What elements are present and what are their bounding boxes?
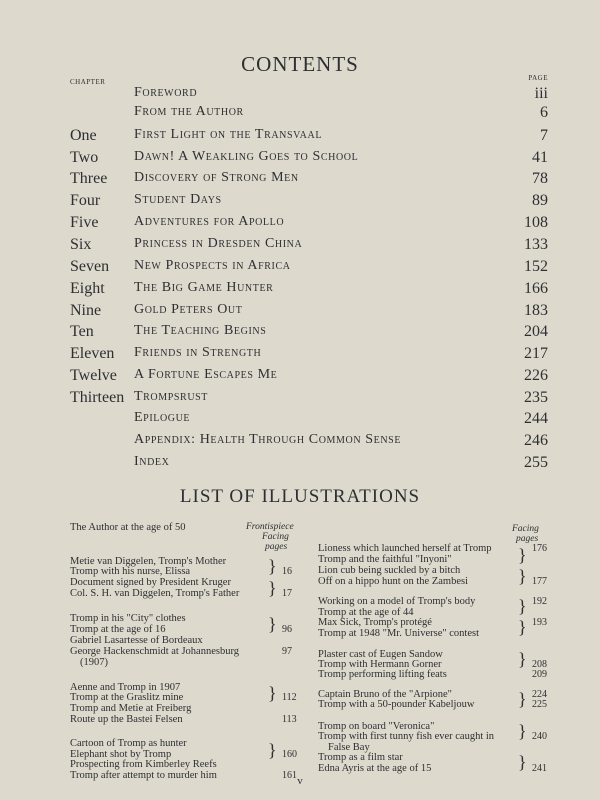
toc-chapter-number: Thirteen — [70, 389, 125, 406]
toc-chapter-number: Six — [70, 236, 92, 253]
illustration-caption: Cartoon of Tromp as hunter — [70, 738, 187, 749]
illustration-caption: Tromp with his nurse, Elissa — [70, 566, 191, 577]
toc-page-number: 89 — [532, 192, 548, 209]
illustration-caption: George Hackenschmidt at Johannesburg — [70, 646, 240, 657]
toc-entry — [0, 236, 600, 258]
toc-chapter-title: Epilogue — [134, 410, 191, 425]
toc-entry — [0, 127, 600, 149]
toc-entry — [0, 149, 600, 171]
illustration-page: 113 — [282, 714, 297, 725]
toc-entry — [0, 367, 600, 389]
brace-mark: } — [518, 566, 527, 586]
illustration-caption: Lioness which launched herself at Tromp — [318, 543, 492, 554]
toc-page-number: 7 — [540, 127, 548, 144]
toc-entry — [0, 410, 600, 432]
illustration-caption: Aenne and Tromp in 1907 — [70, 682, 181, 693]
toc-page-number: 246 — [524, 432, 548, 449]
illustration-page: 176 — [532, 543, 547, 554]
illustration-caption: False Bay — [328, 742, 370, 753]
pages-label-left: pages — [265, 542, 288, 552]
toc-page-number: 255 — [524, 454, 548, 471]
toc-entry — [0, 258, 600, 280]
brace-mark: } — [518, 545, 527, 565]
facing-label-right: Facing — [512, 524, 539, 534]
pages-label-right: pages — [516, 534, 539, 544]
toc-page-number: 217 — [524, 345, 548, 362]
toc-entry — [0, 280, 600, 302]
toc-chapter-title: First Light on the Transvaal — [134, 127, 323, 142]
toc-chapter-title: A Fortune Escapes Me — [134, 367, 278, 382]
toc-page-number: 235 — [524, 389, 548, 406]
toc-chapter-number: Four — [70, 192, 101, 209]
page-folio: v — [297, 775, 303, 787]
illustration-caption: Tromp as a film star — [318, 752, 403, 763]
toc-page-number: 226 — [524, 367, 548, 384]
illustration-page: 240 — [532, 731, 547, 742]
illustration-page: 209 — [532, 669, 547, 680]
illustration-caption: Elephant shot by Tromp — [70, 749, 172, 760]
toc-entry — [0, 389, 600, 411]
toc-chapter-title: The Big Game Hunter — [134, 280, 274, 295]
toc-page-number: 78 — [532, 170, 548, 187]
illustration-caption: Document signed by President Kruger — [70, 577, 231, 588]
toc-entry — [0, 214, 600, 236]
toc-chapter-title: Friends in Strength — [134, 345, 262, 360]
brace-mark: } — [518, 752, 527, 772]
illustration-caption: Tromp and Metie at Freiberg — [70, 703, 192, 714]
illustration-page: 17 — [282, 588, 292, 599]
brace-mark: } — [268, 740, 277, 760]
illustration-caption: Tromp performing lifting feats — [318, 669, 447, 680]
illustrations-title: LIST OF ILLUSTRATIONS — [179, 486, 421, 507]
brace-mark: } — [268, 556, 277, 576]
toc-entry — [0, 454, 600, 476]
illustration-caption: Tromp at the Graslitz mine — [70, 692, 184, 703]
illustration-page: 225 — [532, 699, 547, 710]
toc-entry — [0, 432, 600, 454]
illustration-caption: Tromp on board "Veronica" — [318, 721, 435, 732]
toc-page-number: 108 — [524, 214, 548, 231]
toc-page-number: 41 — [532, 149, 548, 166]
illustration-caption: (1907) — [80, 657, 108, 668]
page-column-header: PAGE — [528, 74, 548, 82]
illustration-caption: Tromp with first tunny fish ever caught in — [318, 731, 495, 742]
toc-chapter-title: Trompsrust — [134, 389, 209, 404]
illustration-caption: Prospecting from Kimberley Reefs — [70, 759, 217, 770]
illustration-caption: Tromp with Hermann Gorner — [318, 659, 442, 670]
toc-chapter-title: Princess in Dresden China — [134, 236, 303, 251]
toc-chapter-number: Two — [70, 149, 99, 166]
brace-mark: } — [518, 689, 527, 709]
toc-entry — [0, 302, 600, 324]
illustration-page: 193 — [532, 617, 547, 628]
illustration-page: 192 — [532, 596, 547, 607]
toc-page-number: 152 — [524, 258, 548, 275]
frontispiece-label: Frontispiece — [246, 522, 294, 532]
illustration-caption: Tromp at the age of 16 — [70, 624, 166, 635]
toc-chapter-number: One — [70, 127, 97, 144]
illustration-caption: Tromp with a 50-pounder Kabeljouw — [318, 699, 475, 710]
frontispiece-caption: The Author at the age of 50 — [70, 522, 186, 533]
toc-entry — [0, 323, 600, 345]
toc-entry — [0, 345, 600, 367]
toc-page-number: 6 — [540, 104, 548, 121]
toc-chapter-title: Index — [134, 454, 170, 469]
toc-chapter-number: Seven — [70, 258, 110, 275]
illustration-caption: Captain Bruno of the "Arpione" — [318, 689, 452, 700]
contents-title: CONTENTS — [241, 52, 359, 76]
toc-chapter-number: Ten — [70, 323, 94, 340]
illustration-caption: Gabriel Lasartesse of Bordeaux — [70, 635, 203, 646]
toc-chapter-title: Appendix: Health Through Common Sense — [134, 432, 402, 447]
illustration-page: 16 — [282, 566, 292, 577]
toc-page-number: 166 — [524, 280, 548, 297]
illustration-page: 160 — [282, 749, 297, 760]
illustration-caption: Metie van Diggelen, Tromp's Mother — [70, 556, 227, 567]
illustration-page: 112 — [282, 692, 297, 703]
toc-chapter-title: Gold Peters Out — [134, 302, 243, 317]
toc-entry — [0, 170, 600, 192]
toc-entry — [0, 192, 600, 214]
toc-chapter-title: Foreword — [134, 85, 198, 100]
brace-mark: } — [518, 596, 527, 616]
illustration-page: 161 — [282, 770, 297, 781]
illustration-caption: Lion cub being suckled by a bitch — [318, 565, 461, 576]
toc-chapter-number: Twelve — [70, 367, 117, 384]
illustration-page: 208 — [532, 659, 547, 670]
illustration-page: 177 — [532, 576, 547, 587]
illustration-page: 96 — [282, 624, 292, 635]
toc-chapter-title: Dawn! A Weakling Goes to School — [134, 149, 359, 164]
illustration-page: 241 — [532, 763, 547, 774]
illustration-caption: Working on a model of Tromp's body — [318, 596, 476, 607]
toc-chapter-number: Nine — [70, 302, 102, 319]
illustration-caption: Tromp after attempt to murder him — [70, 770, 217, 781]
toc-chapter-title: Adventures for Apollo — [134, 214, 285, 229]
illustration-caption: Plaster cast of Eugen Sandow — [318, 649, 443, 660]
toc-chapter-title: The Teaching Begins — [134, 323, 267, 338]
illustration-caption: Off on a hippo hunt on the Zambesi — [318, 576, 468, 587]
brace-mark: } — [518, 649, 527, 669]
facing-label-left: Facing — [262, 532, 289, 542]
toc-chapter-title: Student Days — [134, 192, 222, 207]
chapter-column-header: CHAPTER — [70, 78, 106, 86]
brace-mark: } — [268, 614, 277, 634]
toc-page-number: 244 — [524, 410, 548, 427]
illustration-caption: Tromp and the faithful "Inyoni" — [318, 554, 452, 565]
brace-mark: } — [268, 578, 277, 598]
illustration-caption: Tromp in his "City" clothes — [70, 613, 186, 624]
toc-page-number: 133 — [524, 236, 548, 253]
toc-page-number: iii — [534, 85, 548, 102]
toc-chapter-title: Discovery of Strong Men — [134, 170, 299, 185]
toc-chapter-number: Eleven — [70, 345, 115, 362]
brace-mark: } — [518, 617, 527, 637]
toc-chapter-title: From the Author — [134, 104, 244, 119]
illustration-caption: Edna Ayris at the age of 15 — [318, 763, 432, 774]
brace-mark: } — [268, 683, 277, 703]
toc-chapter-title: New Prospects in Africa — [134, 258, 291, 273]
toc-page-number: 183 — [524, 302, 548, 319]
illustration-caption: Tromp at the age of 44 — [318, 607, 414, 618]
brace-mark: } — [518, 721, 527, 741]
toc-entry — [0, 104, 600, 126]
illustration-caption: Tromp at 1948 "Mr. Universe" contest — [318, 628, 480, 639]
illustration-caption: Col. S. H. van Diggelen, Tromp's Father — [70, 588, 240, 599]
toc-chapter-number: Eight — [70, 280, 105, 297]
toc-page-number: 204 — [524, 323, 548, 340]
illustration-page: 224 — [532, 689, 547, 700]
toc-chapter-number: Five — [70, 214, 99, 231]
illustration-caption: Max Sick, Tromp's protégé — [318, 617, 432, 628]
toc-chapter-number: Three — [70, 170, 108, 187]
illustration-caption: Route up the Bastei Felsen — [70, 714, 183, 725]
illustration-page: 97 — [282, 646, 292, 657]
